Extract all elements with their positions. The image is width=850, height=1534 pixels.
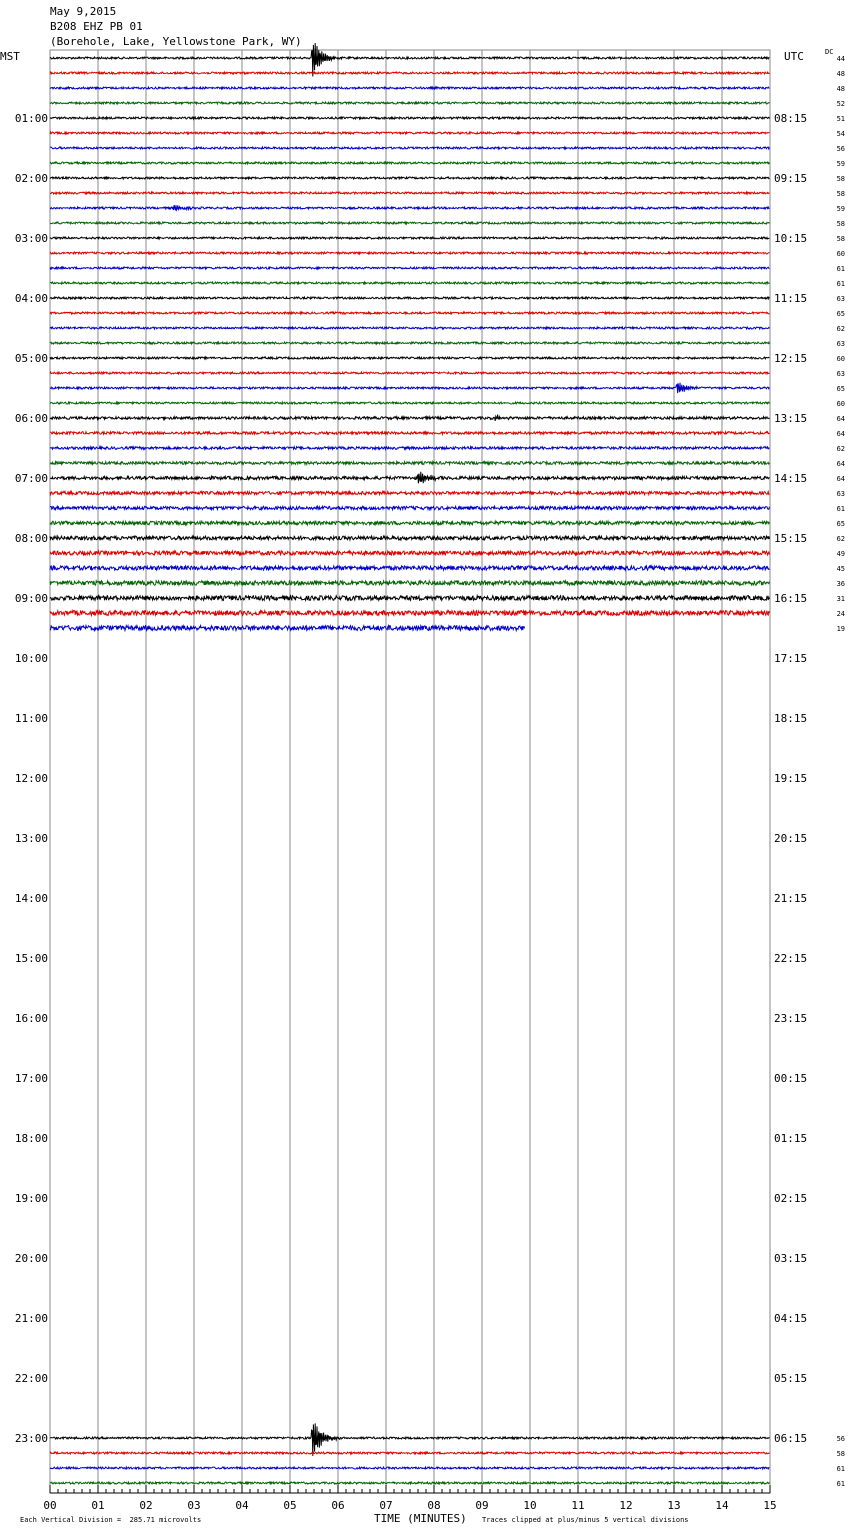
mst-hour-label: 22:00 xyxy=(14,1372,48,1385)
x-tick-label: 12 xyxy=(619,1499,633,1512)
dc-offset-value: 52 xyxy=(836,100,845,108)
utc-hour-label: 19:15 xyxy=(774,772,808,785)
utc-hour-label: 15:15 xyxy=(774,532,808,545)
seismic-trace xyxy=(50,87,769,89)
dc-offset-value: 58 xyxy=(836,175,845,183)
seismic-trace xyxy=(50,222,769,224)
x-tick-label: 03 xyxy=(187,1499,201,1512)
dc-offset-value: 65 xyxy=(836,385,845,393)
dc-offset-value: 62 xyxy=(836,445,845,453)
utc-hour-label: 14:15 xyxy=(774,472,808,485)
x-tick-label: 09 xyxy=(475,1499,489,1512)
x-tick-label: 13 xyxy=(667,1499,681,1512)
utc-hour-label: 17:15 xyxy=(774,652,808,665)
dc-offset-value: 49 xyxy=(836,550,845,558)
seismic-trace xyxy=(50,282,769,284)
seismic-trace xyxy=(50,267,769,269)
seismic-trace xyxy=(50,357,769,359)
mst-hour-label: 02:00 xyxy=(14,172,48,185)
seismic-trace xyxy=(50,415,769,421)
seismic-trace xyxy=(50,342,769,344)
mst-hour-label: 12:00 xyxy=(14,772,48,785)
seismic-trace xyxy=(50,372,769,374)
seismic-trace xyxy=(50,312,769,314)
utc-hour-label: 13:15 xyxy=(774,412,808,425)
seismic-trace xyxy=(50,506,769,509)
dc-offset-value: 64 xyxy=(836,415,845,423)
mst-hour-label: 09:00 xyxy=(14,592,48,605)
dc-offset-value: 58 xyxy=(836,235,845,243)
seismic-trace xyxy=(50,432,769,435)
dc-offset-value: 58 xyxy=(836,190,845,198)
seismic-trace xyxy=(50,205,769,210)
seismic-trace xyxy=(50,177,769,179)
seismic-trace xyxy=(50,147,769,149)
utc-hour-label: 12:15 xyxy=(774,352,808,365)
dc-offset-value: 61 xyxy=(836,265,845,273)
x-tick-label: 07 xyxy=(379,1499,393,1512)
seismic-trace xyxy=(50,462,769,465)
plot-frame xyxy=(50,50,770,1493)
dc-offset-value: 45 xyxy=(836,565,845,573)
mst-hour-label: 06:00 xyxy=(14,412,48,425)
mst-hour-label: 10:00 xyxy=(14,652,48,665)
seismic-trace xyxy=(50,551,769,555)
utc-hour-label: 06:15 xyxy=(774,1432,808,1445)
dc-offset-value: 19 xyxy=(836,625,845,633)
mst-hour-label: 21:00 xyxy=(14,1312,48,1325)
mst-hour-label: 07:00 xyxy=(14,472,48,485)
dc-offset-value: 48 xyxy=(836,70,845,78)
dc-offset-value: 60 xyxy=(836,250,845,258)
record-date: May 9,2015 xyxy=(50,5,117,18)
mst-hour-label: 15:00 xyxy=(14,952,48,965)
dc-offset-value: 51 xyxy=(836,115,845,123)
seismic-trace xyxy=(50,102,769,104)
dc-offset-value: 54 xyxy=(836,130,845,138)
x-tick-label: 05 xyxy=(283,1499,297,1512)
x-tick-label: 04 xyxy=(235,1499,249,1512)
dc-offset-value: 56 xyxy=(836,145,845,153)
seismic-trace xyxy=(50,1452,769,1454)
x-tick-label: 06 xyxy=(331,1499,345,1512)
seismic-trace xyxy=(50,521,769,525)
dc-offset-value: 36 xyxy=(836,580,845,588)
utc-hour-label: 11:15 xyxy=(774,292,808,305)
mst-hour-label: 23:00 xyxy=(14,1432,48,1445)
mst-hour-label: 01:00 xyxy=(14,112,48,125)
x-tick-label: 02 xyxy=(139,1499,153,1512)
x-tick-label: 00 xyxy=(43,1499,57,1512)
x-tick-label: 15 xyxy=(763,1499,777,1512)
dc-offset-value: 64 xyxy=(836,430,845,438)
dc-offset-value: 64 xyxy=(836,475,845,483)
vertical-scale-note: Each Vertical Division = 285.71 microvolts xyxy=(20,1516,202,1524)
dc-offset-value: 48 xyxy=(836,85,845,93)
utc-hour-label: 05:15 xyxy=(774,1372,808,1385)
seismic-trace xyxy=(50,472,769,484)
seismic-trace xyxy=(50,1482,769,1484)
utc-hour-label: 08:15 xyxy=(774,112,808,125)
utc-hour-label: 10:15 xyxy=(774,232,808,245)
mst-hour-label: 08:00 xyxy=(14,532,48,545)
seismic-trace xyxy=(50,383,769,393)
seismic-trace xyxy=(50,327,769,329)
x-tick-label: 08 xyxy=(427,1499,441,1512)
mst-hour-label: 13:00 xyxy=(14,832,48,845)
dc-offset-value: 59 xyxy=(836,205,845,213)
utc-hour-label: 09:15 xyxy=(774,172,808,185)
mst-hour-label: 03:00 xyxy=(14,232,48,245)
dc-offset-value: 56 xyxy=(836,1435,845,1443)
dc-offset-value: 58 xyxy=(836,220,845,228)
utc-hour-label: 02:15 xyxy=(774,1192,808,1205)
utc-hour-label: 04:15 xyxy=(774,1312,808,1325)
seismic-trace xyxy=(50,192,769,194)
seismic-trace xyxy=(50,491,769,494)
seismic-trace xyxy=(50,611,769,616)
seismic-trace xyxy=(50,566,769,570)
dc-offset-value: 64 xyxy=(836,460,845,468)
seismic-trace xyxy=(50,596,769,601)
dc-offset-value: 58 xyxy=(836,1450,845,1458)
utc-hour-label: 23:15 xyxy=(774,1012,808,1025)
dc-offset-label: DC xyxy=(825,48,834,56)
seismic-trace xyxy=(50,447,769,450)
dc-offset-value: 61 xyxy=(836,1465,845,1473)
dc-offset-value: 63 xyxy=(836,295,845,303)
dc-offset-value: 61 xyxy=(836,1480,845,1488)
x-tick-label: 14 xyxy=(715,1499,729,1512)
seismic-trace xyxy=(50,72,769,74)
seismic-trace xyxy=(50,297,769,299)
mst-hour-label: 18:00 xyxy=(14,1132,48,1145)
mst-hour-label: 16:00 xyxy=(14,1012,48,1025)
utc-hour-label: 20:15 xyxy=(774,832,808,845)
seismic-trace xyxy=(50,132,769,134)
mst-hour-label: 17:00 xyxy=(14,1072,48,1085)
mst-hour-label: 14:00 xyxy=(14,892,48,905)
dc-offset-value: 60 xyxy=(836,355,845,363)
seismic-trace xyxy=(50,536,769,540)
x-tick-label: 11 xyxy=(571,1499,585,1512)
dc-offset-value: 61 xyxy=(836,505,845,513)
utc-hour-label: 03:15 xyxy=(774,1252,808,1265)
dc-offset-value: 65 xyxy=(836,520,845,528)
utc-hour-label: 22:15 xyxy=(774,952,808,965)
mst-hour-label: 04:00 xyxy=(14,292,48,305)
dc-offset-value: 62 xyxy=(836,325,845,333)
clipping-note: Traces clipped at plus/minus 5 vertical divisions xyxy=(482,1516,689,1524)
utc-hour-label: 00:15 xyxy=(774,1072,808,1085)
dc-offset-value: 44 xyxy=(836,55,845,63)
utc-axis-label: UTC xyxy=(784,50,804,63)
station-location: (Borehole, Lake, Yellowstone Park, WY) xyxy=(50,35,302,48)
dc-offset-value: 63 xyxy=(836,490,845,498)
dc-offset-value: 65 xyxy=(836,310,845,318)
dc-offset-value: 24 xyxy=(836,610,845,618)
dc-offset-value: 61 xyxy=(836,280,845,288)
mst-hour-label: 19:00 xyxy=(14,1192,48,1205)
dc-offset-value: 63 xyxy=(836,370,845,378)
x-tick-label: 10 xyxy=(523,1499,537,1512)
seismic-trace xyxy=(50,626,525,631)
dc-offset-value: 62 xyxy=(836,535,845,543)
utc-hour-label: 16:15 xyxy=(774,592,808,605)
seismic-trace xyxy=(50,1467,769,1469)
mst-axis-label: MST xyxy=(0,50,20,63)
dc-offset-value: 60 xyxy=(836,400,845,408)
mst-hour-label: 20:00 xyxy=(14,1252,48,1265)
dc-offset-value: 31 xyxy=(836,595,845,603)
utc-hour-label: 01:15 xyxy=(774,1132,808,1145)
mst-hour-label: 11:00 xyxy=(14,712,48,725)
dc-offset-value: 63 xyxy=(836,340,845,348)
utc-hour-label: 18:15 xyxy=(774,712,808,725)
time-axis-title: TIME (MINUTES) xyxy=(374,1512,467,1525)
seismic-trace xyxy=(50,237,769,239)
seismic-trace xyxy=(50,581,769,585)
mst-hour-label: 05:00 xyxy=(14,352,48,365)
seismic-trace xyxy=(50,1423,769,1456)
seismic-trace xyxy=(50,43,769,76)
x-tick-label: 01 xyxy=(91,1499,105,1512)
seismic-trace xyxy=(50,402,769,404)
seismic-trace xyxy=(50,162,769,164)
seismic-trace xyxy=(50,252,769,254)
utc-hour-label: 21:15 xyxy=(774,892,808,905)
station-code: B208 EHZ PB 01 xyxy=(50,20,143,33)
seismic-trace xyxy=(50,117,769,119)
dc-offset-value: 59 xyxy=(836,160,845,168)
